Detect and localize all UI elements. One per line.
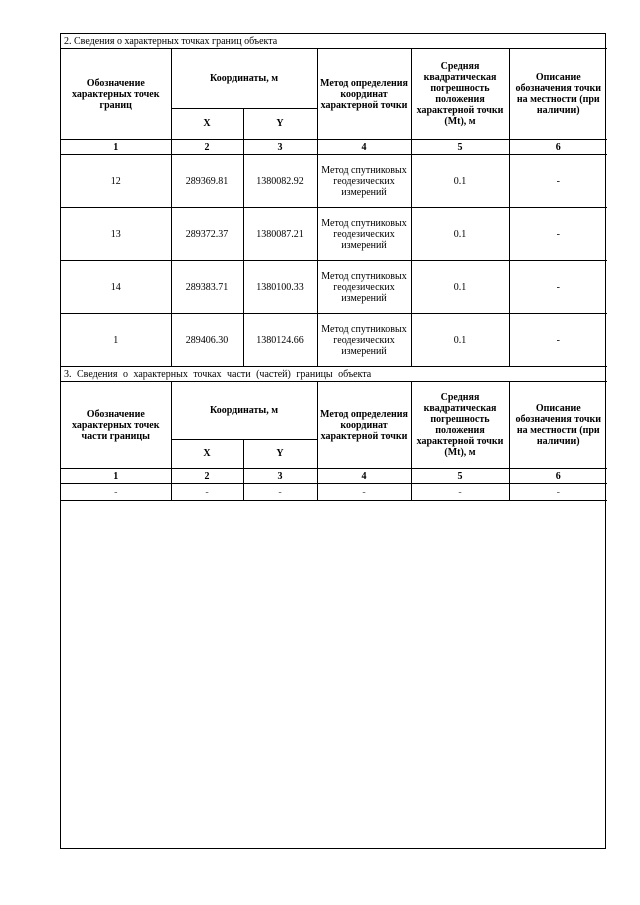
header-description: Описание обозначения точки на местности (при наличии)	[509, 49, 607, 140]
coord-y: 1380087.21	[243, 208, 317, 261]
error: -	[411, 484, 509, 501]
column-number: 1	[61, 469, 171, 484]
section3-table	[61, 367, 607, 501]
description: -	[509, 314, 607, 367]
header-method: Метод определения координат характерной точки	[317, 49, 411, 140]
table-row	[61, 314, 607, 367]
header-coordinates: Координаты, м	[171, 382, 317, 440]
header-x: X	[171, 439, 243, 468]
coord-x: -	[171, 484, 243, 501]
column-number: 5	[411, 140, 509, 155]
point-id: 14	[61, 261, 171, 314]
column-number: 1	[61, 140, 171, 155]
coord-x: 289369.81	[171, 155, 243, 208]
error: 0.1	[411, 208, 509, 261]
header-error: Средняя квадратическая погрешность положения характерной точки (Mt), м	[411, 382, 509, 469]
table-row	[61, 208, 607, 261]
column-number: 2	[171, 140, 243, 155]
header-point-designation: Обозначение характерных точек границ	[61, 49, 171, 140]
section2-table	[61, 34, 607, 367]
coord-x: 289383.71	[171, 261, 243, 314]
coord-x: 289406.30	[171, 314, 243, 367]
error: 0.1	[411, 314, 509, 367]
header-point-designation: Обозначение характерных точек части границы	[61, 382, 171, 469]
coord-y: -	[243, 484, 317, 501]
header-y: Y	[243, 439, 317, 468]
description: -	[509, 155, 607, 208]
coord-x: 289372.37	[171, 208, 243, 261]
method: -	[317, 484, 411, 501]
header-description: Описание обозначения точки на местности (при наличии)	[509, 382, 607, 469]
header-error: Средняя квадратическая погрешность положения характерной точки (Mt), м	[411, 49, 509, 140]
method: Метод спутниковых геодезических измерений	[317, 155, 411, 208]
table-row	[61, 155, 607, 208]
coord-y: 1380082.92	[243, 155, 317, 208]
description: -	[509, 208, 607, 261]
column-number: 5	[411, 469, 509, 484]
method: Метод спутниковых геодезических измерений	[317, 208, 411, 261]
column-number: 3	[243, 140, 317, 155]
section3-title: 3. Сведения о характерных точках части (частей) границы объекта	[61, 367, 607, 382]
coord-y: 1380124.66	[243, 314, 317, 367]
header-coordinates: Координаты, м	[171, 49, 317, 109]
error: 0.1	[411, 261, 509, 314]
point-id: -	[61, 484, 171, 501]
column-number: 6	[509, 469, 607, 484]
error: 0.1	[411, 155, 509, 208]
column-number: 6	[509, 140, 607, 155]
header-x: X	[171, 108, 243, 139]
document-frame	[60, 33, 606, 849]
coord-y: 1380100.33	[243, 261, 317, 314]
point-id: 12	[61, 155, 171, 208]
column-number: 3	[243, 469, 317, 484]
point-id: 13	[61, 208, 171, 261]
header-method: Метод определения координат характерной точки	[317, 382, 411, 469]
column-number: 4	[317, 140, 411, 155]
table-row	[61, 484, 607, 501]
point-id: 1	[61, 314, 171, 367]
column-number: 4	[317, 469, 411, 484]
column-number: 2	[171, 469, 243, 484]
section2-title: 2. Сведения о характерных точках границ объекта	[61, 34, 607, 49]
method: Метод спутниковых геодезических измерений	[317, 314, 411, 367]
description: -	[509, 261, 607, 314]
description: -	[509, 484, 607, 501]
method: Метод спутниковых геодезических измерений	[317, 261, 411, 314]
header-y: Y	[243, 108, 317, 139]
table-row	[61, 261, 607, 314]
